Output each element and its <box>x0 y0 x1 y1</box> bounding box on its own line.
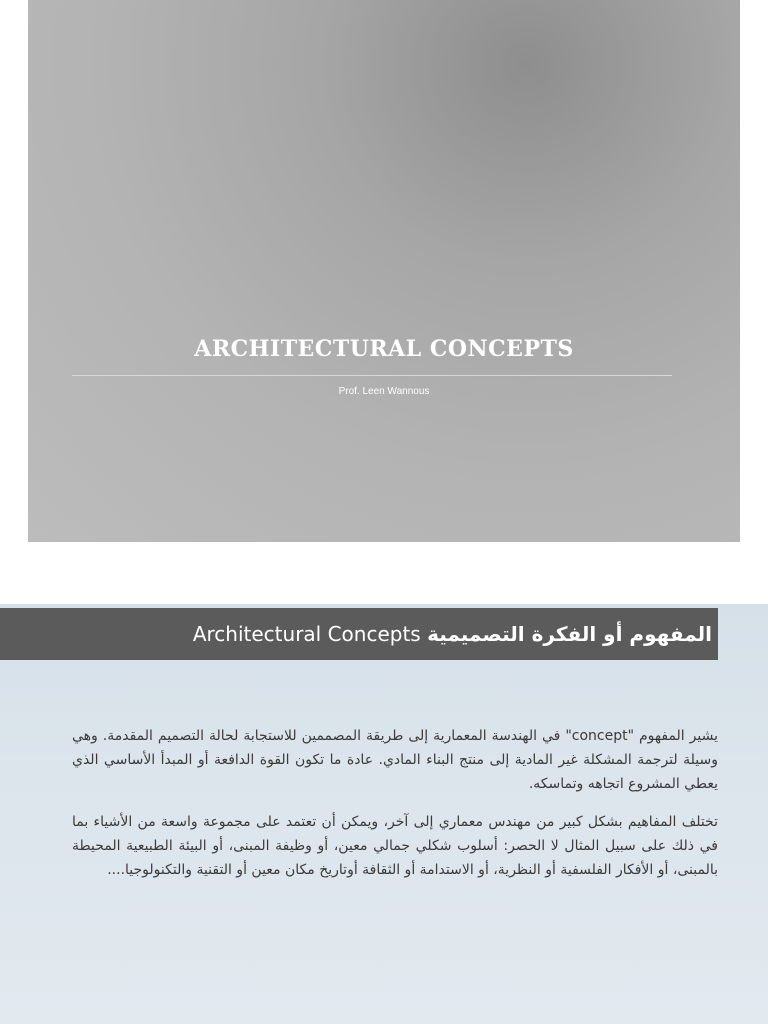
body-paragraph-1: يشير المفهوم "concept" في الهندسة المعمارية إلى طريقة المصممين للاستجابة لحالة التصميم المقدمة. وهي وسيلة لترجمة المشكلة غير المادية إلى منتج البناء المادي. عادة ما تكون القوة الدافعة أو المبدأ الأساسي الذي يعطي المشروع اتجاهه وتماسكه. <box>72 728 718 792</box>
body-paragraph-2: تختلف المفاهيم بشكل كبير من مهندس معماري إلى آخر، ويمكن أن تعتمد على مجموعة واسعة من الأشياء بما في ذلك على سبيل المثال لا الحصر: أسلوب شكلي جمالي معين، أو وظيفة المبنى، أو البيئة الطبيعية المحيطة بالمبنى، أو الأفكار الفلسفية أو النظرية، أو الاستدامة أو الثقافة أوتاريخ مكان معين أو التقنية والتكنولوجيا.... <box>72 814 718 878</box>
slide-author: Prof. Leen Wannous <box>338 386 430 397</box>
slide-header-title <box>193 622 712 646</box>
title-divider <box>72 375 672 376</box>
slide-title: ARCHITECTURAL CONCEPTS <box>194 336 574 362</box>
title-slide <box>28 0 740 542</box>
header-arabic-title: المفهوم أو الفكرة التصميمية <box>427 622 712 646</box>
slide-header-bar <box>0 608 718 660</box>
header-english-title: Architectural Concepts <box>192 622 421 646</box>
content-slide <box>0 604 768 1024</box>
slide-body <box>72 724 718 896</box>
